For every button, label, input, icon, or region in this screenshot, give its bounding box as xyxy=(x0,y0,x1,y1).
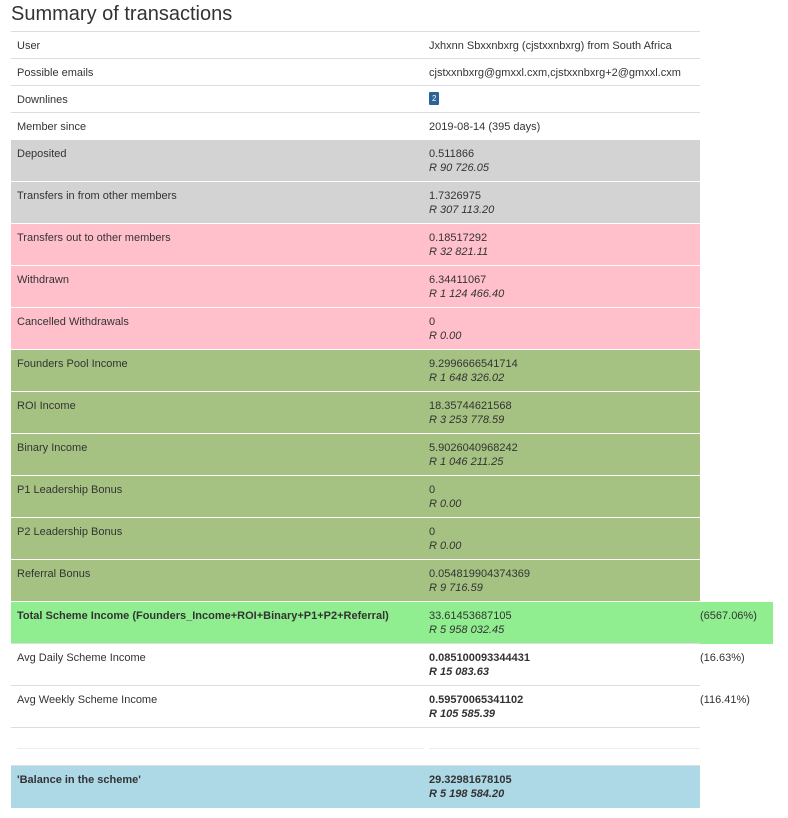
row-label: Transfers out to other members xyxy=(11,224,424,266)
table-row-p2-leadership-bonus xyxy=(11,518,773,560)
table-row-withdrawn xyxy=(11,266,773,308)
row-fiat-value: R 307 113.20 xyxy=(429,204,495,216)
avg-weekly-label: Avg Weekly Scheme Income xyxy=(11,686,424,728)
row-crypto-value: 0.054819904374369 xyxy=(429,568,530,580)
row-label: Binary Income xyxy=(11,434,424,476)
row-label: Withdrawn xyxy=(11,266,424,308)
row-fiat-value: R 9 716.59 xyxy=(429,582,483,594)
table-row-p1-leadership-bonus xyxy=(11,476,773,518)
avg-weekly-percent: (116.41%) xyxy=(700,693,750,706)
page-title: Summary of transactions xyxy=(11,3,233,25)
row-label: Transfers in from other members xyxy=(11,182,424,224)
spacer-divider xyxy=(17,748,424,749)
row-fiat-value: R 32 821.11 xyxy=(429,246,489,258)
table-row-referral-bonus xyxy=(11,560,773,602)
table-row-total-scheme-income xyxy=(11,602,773,644)
row-fiat-value: R 1 648 326.02 xyxy=(429,372,505,384)
table-row-founders-pool-income xyxy=(11,350,773,392)
row-crypto-value: 9.2996666541714 xyxy=(429,358,518,370)
member-since-label: Member since xyxy=(11,113,424,140)
downlines-label: Downlines xyxy=(11,86,424,113)
table-row-user xyxy=(11,32,773,59)
avg-daily-percent: (16.63%) xyxy=(700,651,745,664)
total-fiat-value: R 5 958 032.45 xyxy=(429,624,505,636)
balance-crypto-value: 29.32981678105 xyxy=(429,774,512,786)
avg-weekly-fiat-value: R 105 585.39 xyxy=(429,708,496,720)
row-label: Referral Bonus xyxy=(11,560,424,602)
row-crypto-value: 0 xyxy=(429,484,436,496)
row-label: ROI Income xyxy=(11,392,424,434)
member-since-value: 2019-08-14 (395 days) xyxy=(424,113,700,140)
row-crypto-value: 0 xyxy=(429,316,436,328)
row-label: P2 Leadership Bonus xyxy=(11,518,424,560)
row-crypto-value: 6.34411067 xyxy=(429,274,487,286)
transactions-summary-table xyxy=(11,31,773,808)
downlines-count-badge[interactable]: 2 xyxy=(429,92,439,105)
row-crypto-value: 0 xyxy=(429,526,436,538)
total-crypto-value: 33.61453687105 xyxy=(429,610,512,622)
row-label: P1 Leadership Bonus xyxy=(11,476,424,518)
row-fiat-value: R 0.00 xyxy=(429,330,462,342)
table-row-transfers-in xyxy=(11,182,773,224)
table-row-emails xyxy=(11,59,773,86)
row-label: Founders Pool Income xyxy=(11,350,424,392)
total-percent: (6567.06%) xyxy=(700,602,773,644)
avg-daily-crypto-value: 0.085100093344431 xyxy=(429,652,530,664)
total-label: Total Scheme Income (Founders_Income+ROI+Binary+P1+P2+Referral) xyxy=(11,602,424,644)
row-fiat-value: R 3 253 778.59 xyxy=(429,414,505,426)
table-row-binary-income xyxy=(11,434,773,476)
user-label: User xyxy=(11,32,424,59)
table-row-downlines xyxy=(11,86,773,113)
row-fiat-value: R 90 726.05 xyxy=(429,162,489,174)
avg-daily-label: Avg Daily Scheme Income xyxy=(11,644,424,686)
row-fiat-value: R 1 046 211.25 xyxy=(429,456,504,468)
table-row-deposited xyxy=(11,140,773,182)
row-label: Deposited xyxy=(11,140,424,182)
row-label: Cancelled Withdrawals xyxy=(11,308,424,350)
table-row-member-since xyxy=(11,113,773,140)
avg-weekly-crypto-value: 0.59570065341102 xyxy=(429,694,524,706)
emails-value: cjstxxnbxrg@gmxxl.cxm,cjstxxnbxrg+2@gmxxl.cxm xyxy=(424,59,700,86)
table-row-avg-weekly xyxy=(11,686,773,728)
row-crypto-value: 18.35744621568 xyxy=(429,400,512,412)
table-row-avg-daily xyxy=(11,644,773,686)
spacer-divider xyxy=(429,748,700,749)
row-crypto-value: 5.9026040968242 xyxy=(429,442,518,454)
balance-label: 'Balance in the scheme' xyxy=(11,766,424,808)
row-fiat-value: R 0.00 xyxy=(429,540,462,552)
row-crypto-value: 0.18517292 xyxy=(429,232,488,244)
row-fiat-value: R 1 124 466.40 xyxy=(429,288,505,300)
user-value: Jxhxnn Sbxxnbxrg (cjstxxnbxrg) from South Africa xyxy=(424,32,700,59)
emails-label: Possible emails xyxy=(11,59,424,86)
table-row-spacer xyxy=(11,728,773,766)
row-crypto-value: 0.511866 xyxy=(429,148,475,160)
table-row-cancelled-withdrawals xyxy=(11,308,773,350)
balance-fiat-value: R 5 198 584.20 xyxy=(429,788,505,800)
table-row-transfers-out xyxy=(11,224,773,266)
avg-daily-fiat-value: R 15 083.63 xyxy=(429,666,489,678)
row-fiat-value: R 0.00 xyxy=(429,498,462,510)
row-crypto-value: 1.7326975 xyxy=(429,190,481,202)
table-row-roi-income xyxy=(11,392,773,434)
table-row-balance xyxy=(11,766,773,808)
